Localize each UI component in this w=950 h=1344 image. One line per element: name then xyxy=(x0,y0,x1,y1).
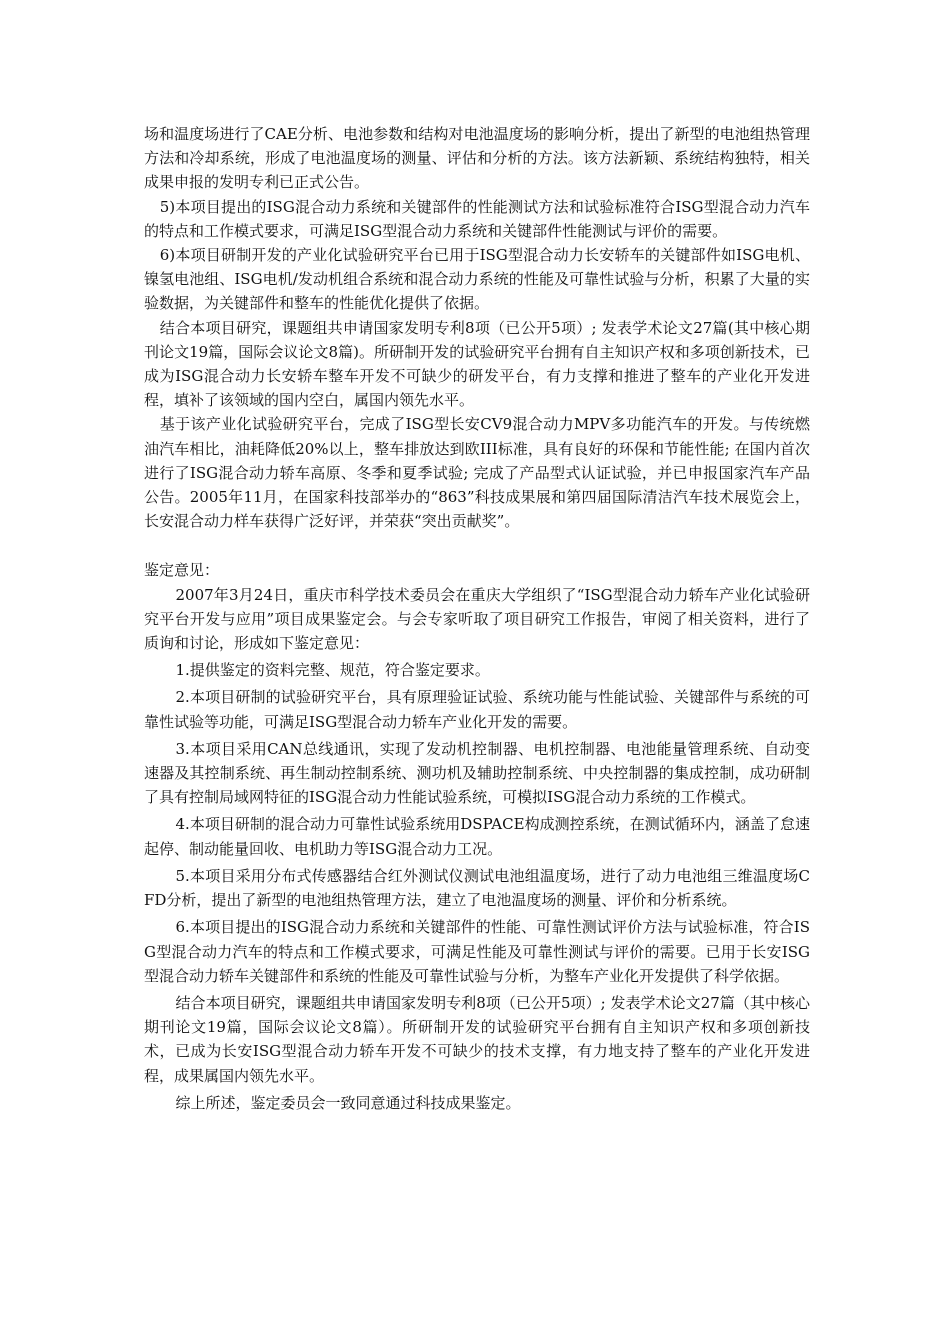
appraisal-paragraph-outcomes: 结合本项目研究，课题组共申请国家发明专利8项（已公开5项）; 发表学术论文27篇（其中核心期刊论文19篇，国际会议论文8篇）。所研制开发的试验研究平台拥有自主知识产权和多项创新技术，已成为长安ISG型混合动力轿车开发不可缺少的技术支撑，有力地支持了整车的产业化开发进程，成果属国内领先水平。 xyxy=(144,993,810,1085)
section-spacer xyxy=(144,533,810,558)
document-page xyxy=(144,122,810,1118)
summary-paragraph-item-5: 5)本项目提出的ISG混合动力系统和关键部件的性能测试方法和试验标准符合ISG型混合动力汽车的特点和工作模式要求，可满足ISG型混合动力系统和关键部件性能测试与评价的需要。 xyxy=(144,197,810,240)
appraisal-paragraph-2: 2.本项目研制的试验研究平台，具有原理验证试验、系统功能与性能试验、关键部件与系统的可靠性试验等功能，可满足ISG型混合动力轿车产业化开发的需要。 xyxy=(144,688,810,731)
summary-paragraph-vehicle: 基于该产业化试验研究平台，完成了ISG型长安CV9混合动力MPV多功能汽车的开发。与传统燃油汽车相比，油耗降低20%以上，整车排放达到欧III标准，具有良好的环保和节能性能; 在国内首次进行了ISG混合动力轿车高原、冬季和夏季试验; 完成了产品型式认证试验，并已申报国家汽车产品公告。2005年11月，在国家科技部举办的“863”科技成果展和第四届国际清洁汽车技术展览会上，长安混合动力样车获得广泛好评，并荣获“突出贡献奖”。 xyxy=(144,415,810,531)
appraisal-paragraph-conclusion: 综上所述，鉴定委员会一致同意通过科技成果鉴定。 xyxy=(175,1093,521,1112)
appraisal-heading: 鉴定意见： xyxy=(144,561,220,580)
appraisal-paragraph-6: 6.本项目提出的ISG混合动力系统和关键部件的性能、可靠性测试评价方法与试验标准，符合ISG型混合动力汽车的特点和工作模式要求，可满足性能及可靠性测试与评价的需要。已用于长安ISG型混合动力轿车关键部件和系统的性能及可靠性试验与分析，为整车产业化开发提供了科学依据。 xyxy=(144,918,810,985)
project-summary-section xyxy=(144,122,810,533)
appraisal-paragraph-5: 5.本项目采用分布式传感器结合红外测试仪测试电池组温度场，进行了动力电池组三维温度场CFD分析，提出了新型的电池组热管理方法，建立了电池温度场的测量、评价和分析系统。 xyxy=(144,866,810,910)
appraisal-paragraph-intro: 2007年3月24日，重庆市科学技术委员会在重庆大学组织了“ISG型混合动力轿车产业化试验研究平台开发与应用”项目成果鉴定会。与会专家听取了项目研究工作报告，审阅了相关资料，进行了质询和讨论，形成如下鉴定意见： xyxy=(144,585,810,653)
appraisal-opinion-section xyxy=(144,558,810,1114)
appraisal-paragraph-1: 1.提供鉴定的资料完整、规范，符合鉴定要求。 xyxy=(175,661,490,680)
summary-paragraph-item-6: 6)本项目研制开发的产业化试验研究平台已用于ISG型混合动力长安轿车的关键部件如ISG电机、镍氢电池组、ISG电机/发动机组合系统和混合动力系统的性能及可靠性试验与分析，积累了大量的实验数据，为关键部件和整车的性能优化提供了依据。 xyxy=(144,246,810,313)
summary-paragraph-outcomes: 结合本项目研究，课题组共申请国家发明专利8项（已公开5项）; 发表学术论文27篇(其中核心期刊论文19篇，国际会议论文8篇)。所研制开发的试验研究平台拥有自主知识产权和多项创新技术，已成为ISG混合动力长安轿车整车开发不可缺少的研发平台，有力支撑和推进了整车的产业化开发进程，填补了该领域的国内空白，属国内领先水平。 xyxy=(144,318,810,410)
appraisal-paragraph-3: 3.本项目采用CAN总线通讯，实现了发动机控制器、电机控制器、电池能量管理系统、自动变速器及其控制系统、再生制动控制系统、测功机及辅助控制系统、中央控制器的集成控制，成功研制了具有控制局域网特征的ISG混合动力性能试验系统，可模拟ISG混合动力系统的工作模式。 xyxy=(144,739,810,807)
appraisal-paragraph-4: 4.本项目研制的混合动力可靠性试验系统用DSPACE构成测控系统，在测试循环内，涵盖了怠速起停、制动能量回收、电机助力等ISG混合动力工况。 xyxy=(144,815,810,858)
summary-paragraph-continuation: 场和温度场进行了CAE分析、电池参数和结构对电池温度场的影响分析，提出了新型的电池组热管理方法和冷却系统，形成了电池温度场的测量、评估和分析的方法。该方法新颖、系统结构独特，相关成果申报的发明专利已正式公告。 xyxy=(144,125,810,192)
